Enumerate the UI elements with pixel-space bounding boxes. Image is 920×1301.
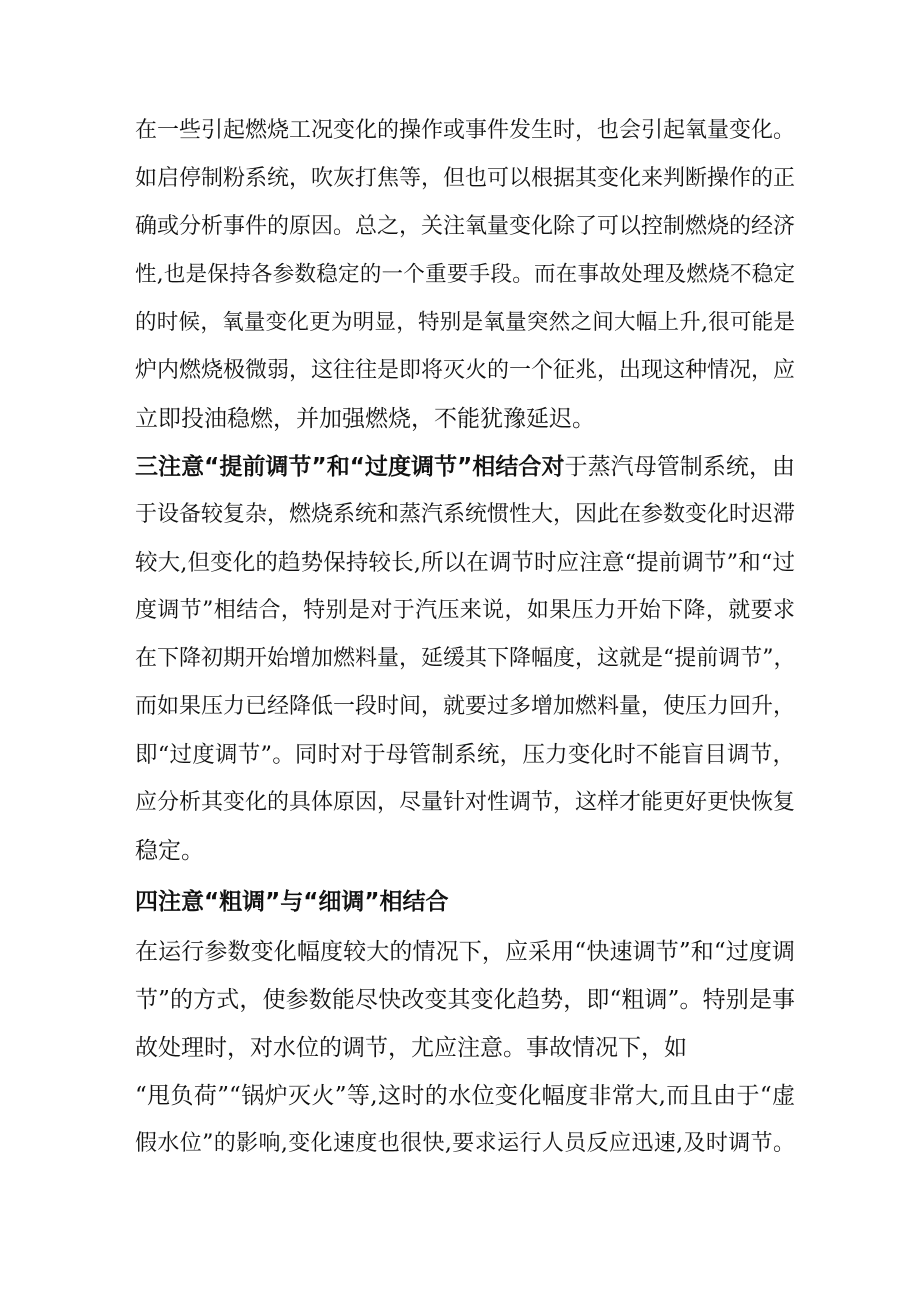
- section-4-line-4: “甩负荷”“锅炉灭火”等,这时的水位变化幅度非常大,而且由于“虚: [135, 1083, 795, 1109]
- section-3-line-5: 在下降初期开始增加燃料量，延缓其下降幅度，这就是“提前调节”，: [135, 646, 796, 671]
- paragraph-1-line-7: 立即投油稳燃，并加强燃烧，不能犹豫延迟。: [135, 406, 595, 432]
- section-3-line-7: 即“过度调节”。同时对于母管制系统，压力变化时不能盲目调节，: [135, 742, 795, 768]
- section-3-first-line: [135, 451, 795, 483]
- paragraph-1-line-5: 的时候，氧量变化更为明显，特别是氧量突然之间大幅上升,很可能是: [135, 310, 795, 335]
- section-3-line-2: 于设备较复杂，燃烧系统和蒸汽系统惯性大，因此在参数变化时迟滞: [135, 502, 796, 527]
- section-4-heading: 四注意“粗调”与“细调”相结合: [135, 889, 449, 915]
- section-3-line-8: 应分析其变化的具体原因，尽量针对性调节，这样才能更好更快恢复: [135, 790, 796, 815]
- section-3-line-3: 较大,但变化的趋势保持较长,所以在调节时应注意“提前调节”和“过: [135, 550, 795, 576]
- paragraph-1-line-4: 性,也是保持各参数稳定的一个重要手段。而在事故处理及燃烧不稳定: [135, 262, 795, 287]
- paragraph-1-line-3: 确或分析事件的原因。总之，关注氧量变化除了可以控制燃烧的经济: [135, 214, 796, 239]
- section-4-line-1: 在运行参数变化幅度较大的情况下，应采用“快速调节”和“过度调: [135, 939, 795, 965]
- section-3-line-4: 度调节”相结合，特别是对于汽压来说，如果压力开始下降，就要求: [135, 598, 795, 623]
- section-3-heading: 三注意“提前调节”和“过度调节”相结合对: [135, 454, 565, 480]
- paragraph-1-line-1: 在一些引起燃烧工况变化的操作或事件发生时，也会引起氧量变化。: [135, 118, 796, 143]
- paragraph-1-line-6: 炉内燃烧极微弱，这往往是即将灭火的一个征兆，出现这种情况，应: [135, 358, 796, 383]
- section-3-line-9: 稳定。: [135, 838, 204, 864]
- section-3-first-line-rest: 于蒸汽母管制系统，由: [564, 454, 796, 480]
- section-4-line-5: 假水位”的影响,变化速度也很快,要求运行人员反应迅速,及时调节。: [135, 1131, 795, 1156]
- section-4-line-3: 故处理时，对水位的调节，尤应注意。事故情况下，如: [135, 1035, 687, 1061]
- paragraph-1-line-2: 如启停制粉系统，吹灰打焦等，但也可以根据其变化来判断操作的正: [135, 166, 796, 191]
- section-3-line-6: 而如果压力已经降低一段时间，就要过多增加燃料量，使压力回升，: [135, 694, 796, 719]
- section-4-line-2: 节”的方式，使参数能尽快改变其变化趋势，即“粗调”。特别是事: [135, 987, 795, 1013]
